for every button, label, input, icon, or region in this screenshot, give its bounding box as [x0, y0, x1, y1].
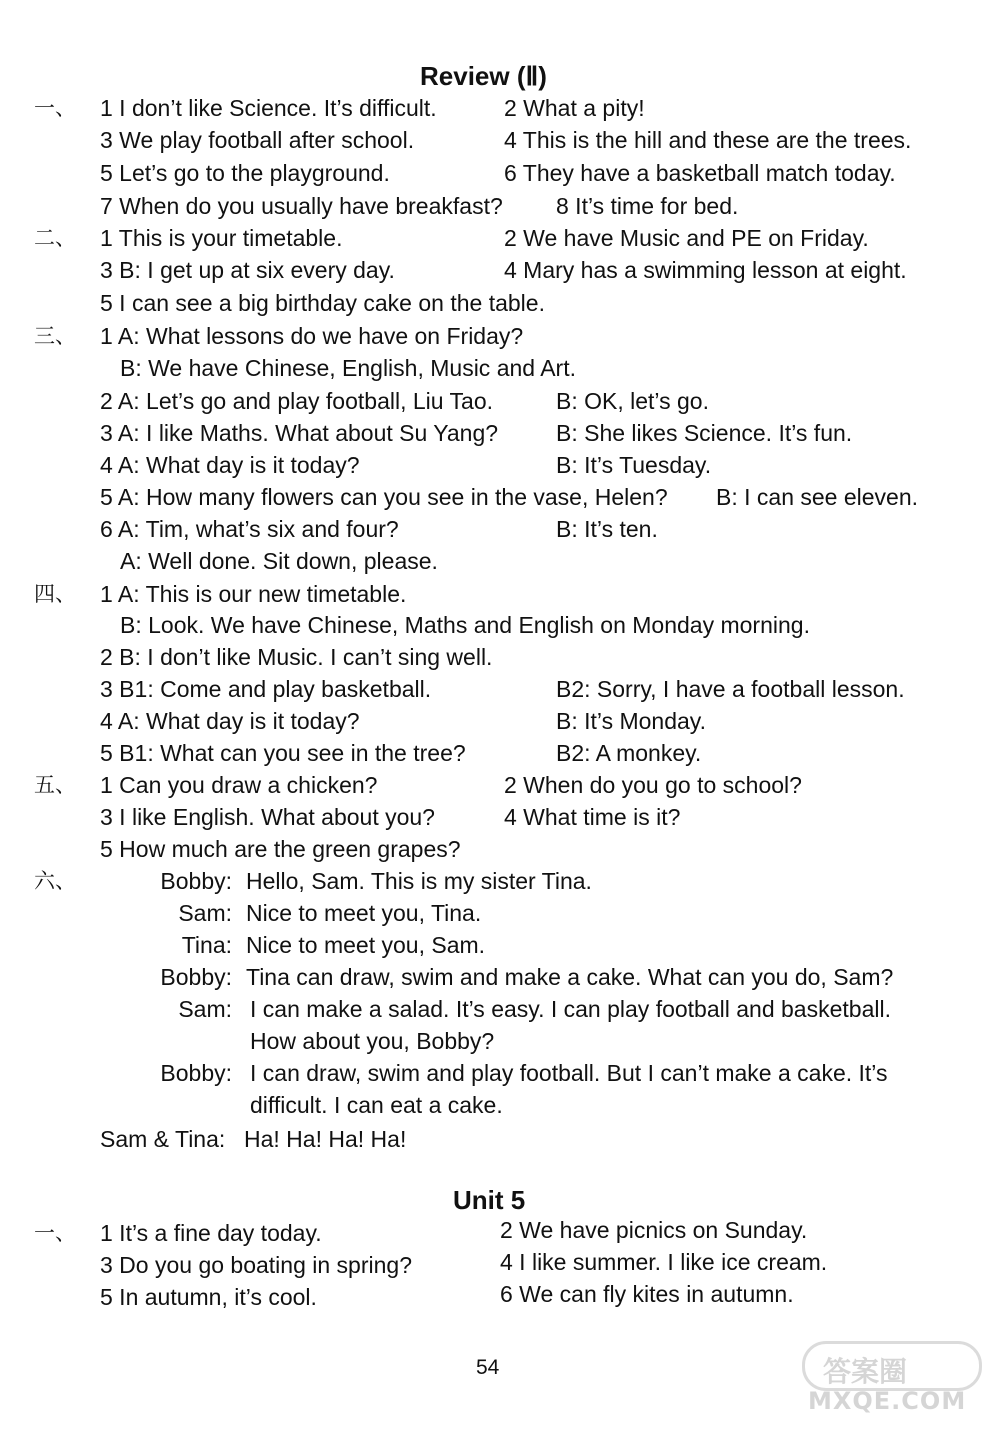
answer-line: B: OK, let’s go.	[556, 388, 709, 414]
answer-line: 2 We have Music and PE on Friday.	[504, 225, 869, 251]
section-5-marker: 五、	[34, 773, 76, 797]
answer-line: 7 When do you usually have breakfast?	[100, 193, 503, 219]
answer-line: 4 I like summer. I like ice cream.	[500, 1249, 828, 1275]
dialogue-line: How about you, Bobby?	[250, 1028, 495, 1054]
speaker-label: Bobby:	[160, 868, 232, 894]
watermark-top-text: 答案圈	[823, 1355, 908, 1388]
answer-line: B: She likes Science. It’s fun.	[556, 420, 853, 446]
section-6-marker: 六、	[34, 869, 76, 893]
section-1-marker: 一、	[34, 96, 76, 120]
answer-line: 4 A: What day is it today?	[100, 452, 360, 478]
answer-line: 3 B: I get up at six every day.	[100, 257, 395, 283]
speaker-label: Bobby:	[160, 1060, 232, 1086]
answer-line: 3 I like English. What about you?	[100, 804, 435, 830]
unit-section-1-marker: 一、	[34, 1221, 76, 1245]
dialogue-line: difficult. I can eat a cake.	[250, 1092, 503, 1118]
section-4-marker: 四、	[34, 582, 76, 606]
dialogue-line: Nice to meet you, Sam.	[246, 932, 486, 958]
speaker-label: Sam & Tina:	[100, 1126, 226, 1152]
section-3-marker: 三、	[34, 324, 76, 348]
answer-line: 4 What time is it?	[504, 804, 681, 830]
answer-line: 8 It’s time for bed.	[556, 193, 739, 219]
answer-line: 6 A: Tim, what’s six and four?	[100, 516, 399, 542]
page-number: 54	[476, 1356, 500, 1379]
answer-line: 5 A: How many flowers can you see in the vase, Helen?	[100, 484, 668, 510]
review-title: Review (Ⅱ)	[420, 61, 547, 91]
answer-line: 1 A: What lessons do we have on Friday?	[100, 323, 524, 349]
answer-line: 3 A: I like Maths. What about Su Yang?	[100, 420, 499, 446]
dialogue-line: I can make a salad. It’s easy. I can play football and basketball.	[250, 996, 891, 1022]
answer-line: 3 B1: Come and play basketball.	[100, 676, 432, 702]
answer-line: 4 A: What day is it today?	[100, 708, 360, 734]
answer-line: 1 This is your timetable.	[100, 225, 343, 251]
answer-line: 3 Do you go boating in spring?	[100, 1252, 412, 1278]
answer-line: 1 Can you draw a chicken?	[100, 772, 378, 798]
answer-line: 6 They have a basketball match today.	[504, 160, 896, 186]
answer-line: 2 What a pity!	[504, 95, 645, 121]
unit-title: Unit 5	[453, 1185, 526, 1215]
answer-line: 2 B: I don’t like Music. I can’t sing well.	[100, 644, 493, 670]
answer-line: B: It’s ten.	[556, 516, 658, 542]
dialogue-line: Hello, Sam. This is my sister Tina.	[246, 868, 592, 894]
speaker-label: Sam:	[178, 996, 232, 1022]
dialogue-line: Nice to meet you, Tina.	[246, 900, 482, 926]
dialogue-line: Tina can draw, swim and make a cake. What can you do, Sam?	[246, 964, 894, 990]
answer-line: 6 We can fly kites in autumn.	[500, 1281, 794, 1307]
answer-line: 5 Let’s go to the playground.	[100, 160, 390, 186]
watermark-logo	[802, 1341, 982, 1421]
answer-line: B: It’s Tuesday.	[556, 452, 712, 478]
answer-line: B2: Sorry, I have a football lesson.	[556, 676, 905, 702]
answer-line: 5 How much are the green grapes?	[100, 836, 461, 862]
speaker-label: Sam:	[178, 900, 232, 926]
answer-line: 2 When do you go to school?	[504, 772, 802, 798]
watermark-badge	[802, 1341, 982, 1391]
answer-line: 4 Mary has a swimming lesson at eight.	[504, 257, 907, 283]
answer-line: 5 In autumn, it’s cool.	[100, 1284, 317, 1310]
answer-line: 5 I can see a big birthday cake on the table.	[100, 290, 545, 316]
watermark-url: MXQE.COM	[808, 1387, 967, 1415]
speaker-label: Bobby:	[160, 964, 232, 990]
speaker-label: Tina:	[181, 932, 232, 958]
answer-line: 4 This is the hill and these are the trees.	[504, 127, 912, 153]
answer-line: B2: A monkey.	[556, 740, 702, 766]
answer-line: 2 A: Let’s go and play football, Liu Tao.	[100, 388, 493, 414]
answer-line: 1 It’s a fine day today.	[100, 1220, 322, 1246]
answer-line: B: Look. We have Chinese, Maths and English on Monday morning.	[120, 612, 810, 638]
answer-line: 3 We play football after school.	[100, 127, 415, 153]
answer-line: A: Well done. Sit down, please.	[120, 548, 438, 574]
section-2-marker: 二、	[34, 226, 76, 250]
answer-line: B: I can see eleven.	[716, 484, 919, 510]
dialogue-line: I can draw, swim and play football. But I can’t make a cake. It’s	[250, 1060, 888, 1086]
dialogue-line: Ha! Ha! Ha! Ha!	[244, 1126, 407, 1152]
answer-line: 1 A: This is our new timetable.	[100, 581, 407, 607]
answer-line: 2 We have picnics on Sunday.	[500, 1217, 808, 1243]
answer-line: B: We have Chinese, English, Music and Art.	[120, 355, 576, 381]
answer-line: B: It’s Monday.	[556, 708, 706, 734]
answer-line: 5 B1: What can you see in the tree?	[100, 740, 466, 766]
answer-line: 1 I don’t like Science. It’s difficult.	[100, 95, 437, 121]
